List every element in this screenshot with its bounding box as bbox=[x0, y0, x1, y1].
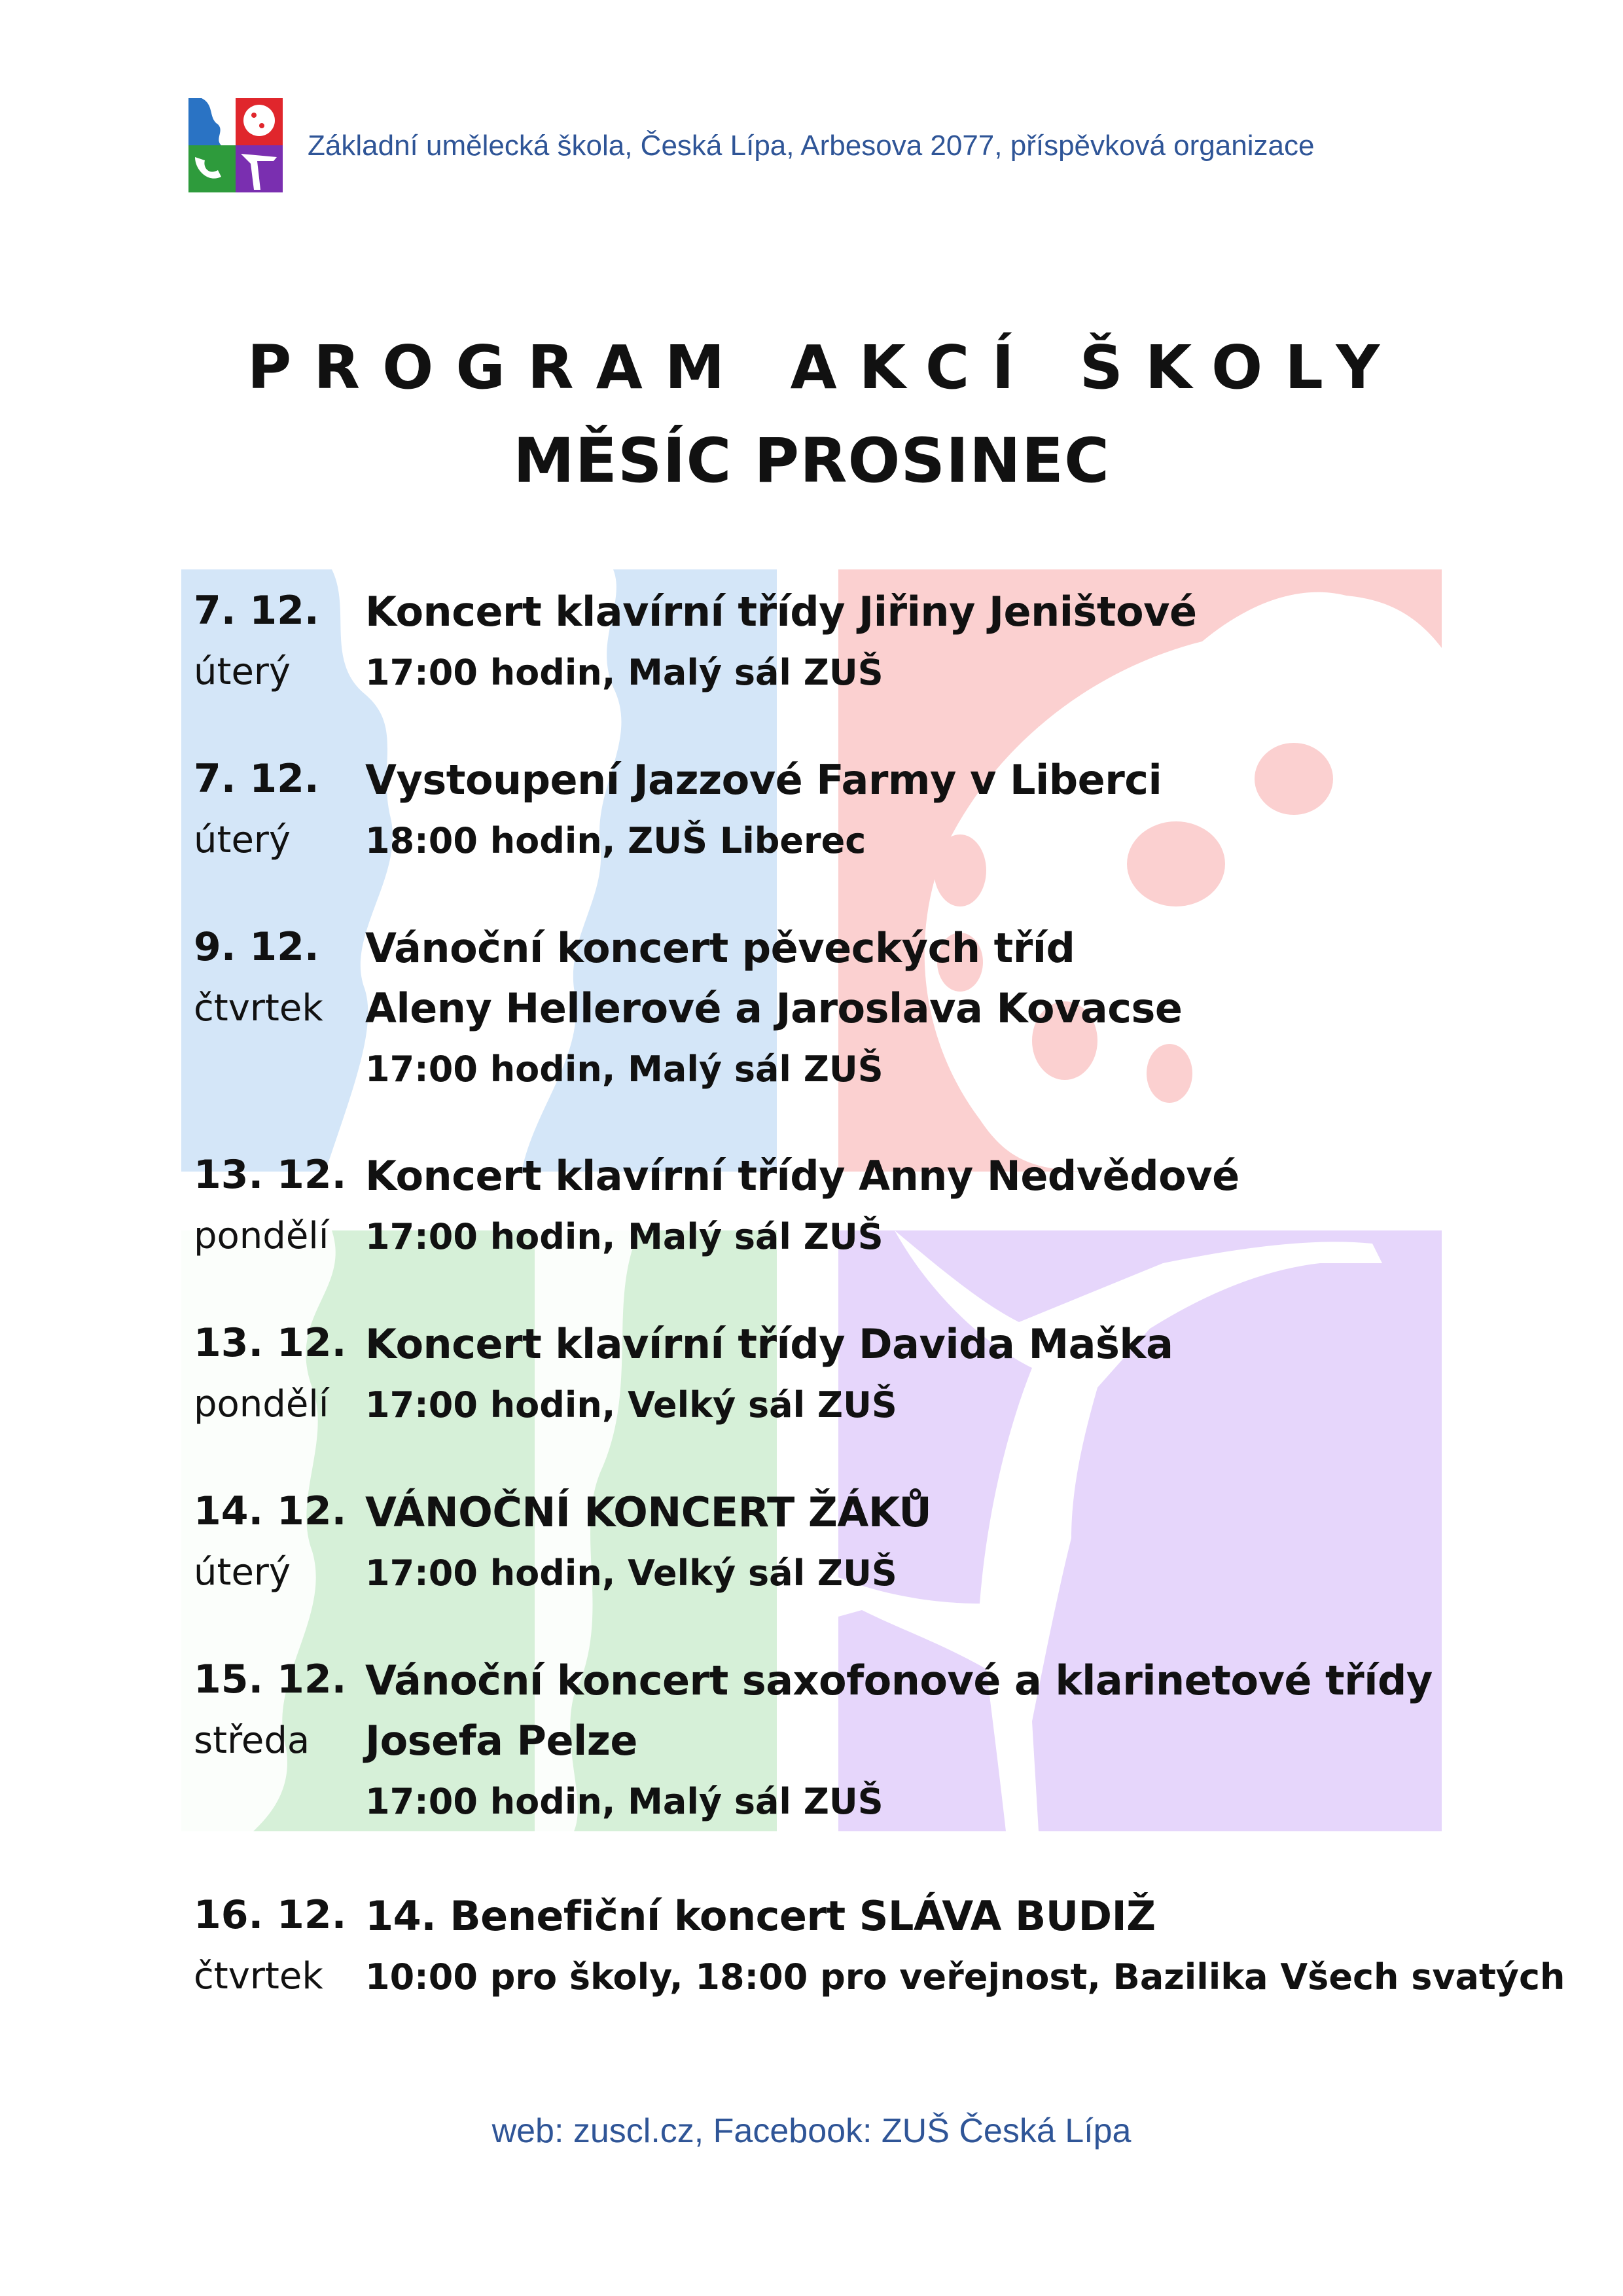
event-info: 10:00 pro školy, 18:00 pro veřejnost, Bazilika Všech svatých bbox=[365, 1956, 1565, 1998]
event-day: úterý bbox=[194, 651, 291, 693]
event-info: 17:00 hodin, Malý sál ZUŠ bbox=[365, 1049, 883, 1090]
event-info: 17:00 hodin, Malý sál ZUŠ bbox=[365, 1216, 883, 1257]
event-item bbox=[194, 588, 1503, 708]
event-title-continued: Aleny Hellerové a Jaroslava Kovacse bbox=[365, 984, 1183, 1032]
event-title: Vystoupení Jazzové Farmy v Liberci bbox=[365, 756, 1162, 804]
event-info: 18:00 hodin, ZUŠ Liberec bbox=[365, 820, 866, 861]
event-title: VÁNOČNÍ KONCERT ŽÁKŮ bbox=[365, 1488, 932, 1536]
page-title: PROGRAM AKCÍ ŠKOLY bbox=[247, 332, 1402, 403]
event-date: 13. 12. bbox=[194, 1152, 347, 1198]
event-item bbox=[194, 1152, 1503, 1272]
event-title-continued: Josefa Pelze bbox=[365, 1717, 637, 1765]
event-day: pondělí bbox=[194, 1215, 329, 1257]
event-title: Koncert klavírní třídy Jiřiny Jeništové bbox=[365, 588, 1197, 636]
event-date: 16. 12. bbox=[194, 1892, 347, 1938]
event-date: 14. 12. bbox=[194, 1488, 347, 1534]
event-date: 7. 12. bbox=[194, 756, 319, 802]
event-day: úterý bbox=[194, 819, 291, 861]
school-logo bbox=[188, 98, 283, 192]
event-item bbox=[194, 1488, 1503, 1609]
event-item bbox=[194, 1657, 1503, 1837]
event-day: čtvrtek bbox=[194, 987, 323, 1030]
event-day: středa bbox=[194, 1719, 310, 1762]
event-info: 17:00 hodin, Velký sál ZUŠ bbox=[365, 1384, 897, 1426]
footer-contact: web: zuscl.cz, Facebook: ZUŠ Česká Lípa bbox=[491, 2112, 1132, 2150]
event-date: 15. 12. bbox=[194, 1657, 347, 1702]
event-info: 17:00 hodin, Malý sál ZUŠ bbox=[365, 1781, 883, 1822]
event-title: Vánoční koncert pěveckých tříd bbox=[365, 924, 1075, 972]
event-item bbox=[194, 756, 1503, 876]
event-info: 17:00 hodin, Malý sál ZUŠ bbox=[365, 652, 883, 693]
event-day: čtvrtek bbox=[194, 1955, 323, 1998]
event-title: Koncert klavírní třídy Davida Maška bbox=[365, 1320, 1173, 1368]
event-date: 7. 12. bbox=[194, 588, 319, 634]
event-day: úterý bbox=[194, 1551, 291, 1594]
event-day: pondělí bbox=[194, 1383, 329, 1426]
event-title: Vánoční koncert saxofonové a klarinetové třídy bbox=[365, 1657, 1433, 1704]
event-info: 17:00 hodin, Velký sál ZUŠ bbox=[365, 1552, 897, 1594]
event-date: 13. 12. bbox=[194, 1320, 347, 1366]
event-item bbox=[194, 1320, 1503, 1441]
page-subtitle: MĚSÍC PROSINEC bbox=[513, 425, 1110, 497]
event-date: 9. 12. bbox=[194, 924, 319, 970]
event-title: Koncert klavírní třídy Anny Nedvědové bbox=[365, 1152, 1240, 1200]
event-item bbox=[194, 924, 1503, 1105]
event-item bbox=[194, 1892, 1565, 2013]
school-name: Základní umělecká škola, Česká Lípa, Arbesova 2077, příspěvková organizace bbox=[308, 130, 1315, 162]
event-title: 14. Benefiční koncert SLÁVA BUDIŽ bbox=[365, 1892, 1156, 1940]
